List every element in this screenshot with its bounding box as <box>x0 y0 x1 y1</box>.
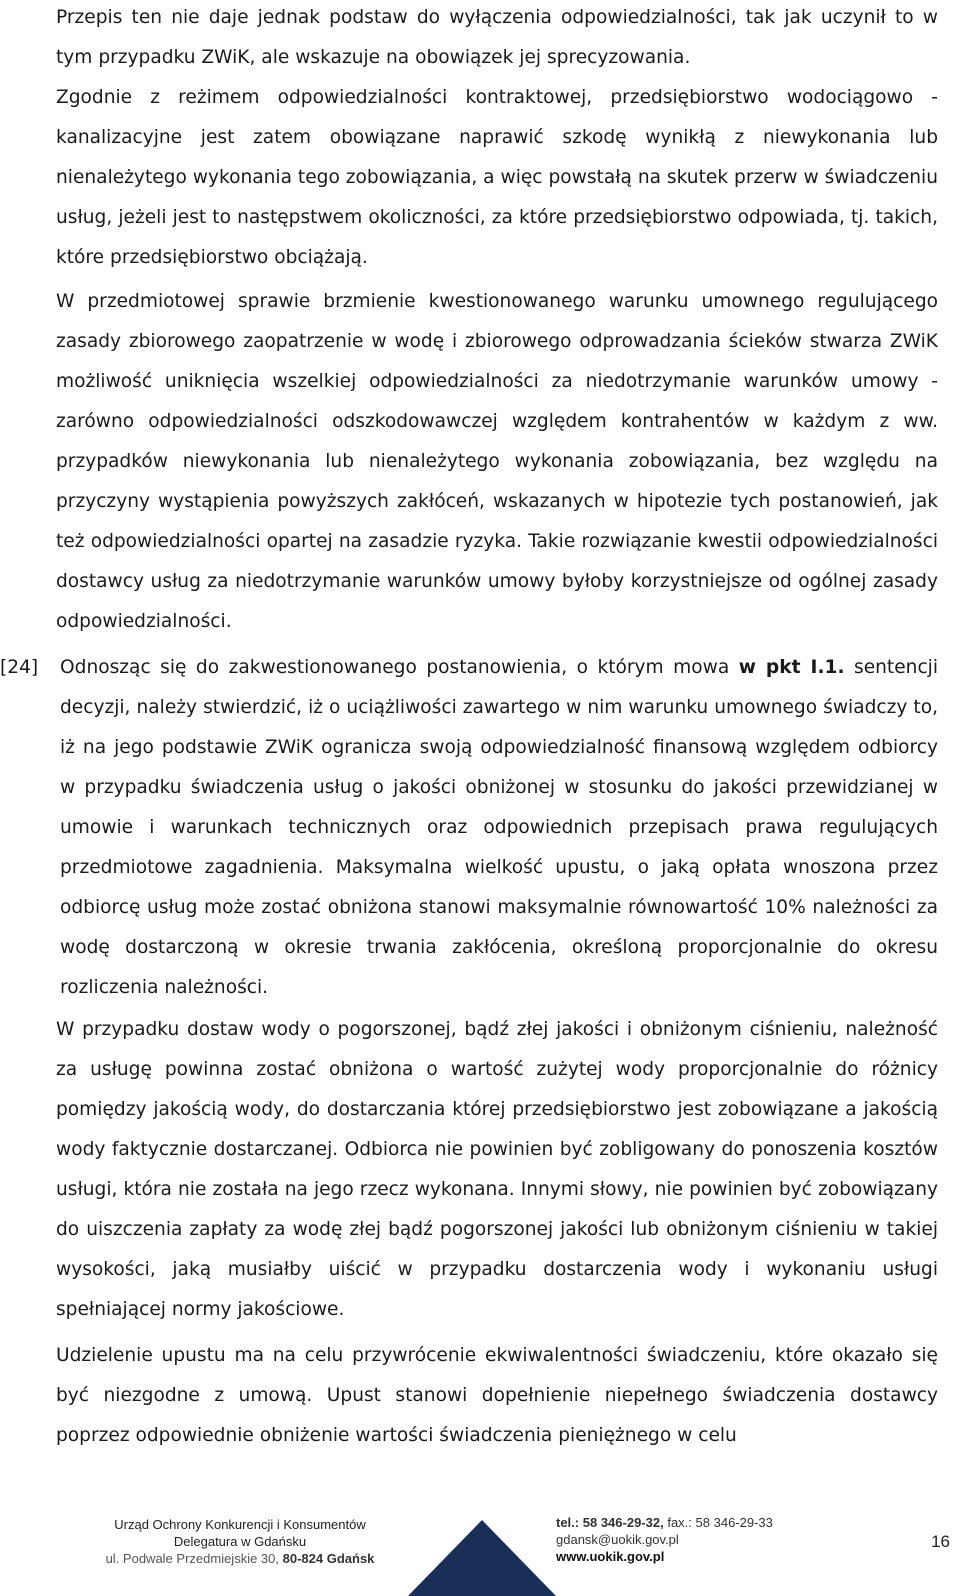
paragraph-number: [24] <box>0 657 39 678</box>
footer-phone-line <box>556 1514 816 1531</box>
paragraph-case-assessment <box>56 282 938 642</box>
footer-fax-label: fax.: <box>667 1515 692 1530</box>
footer-office-name: Urząd Ochrony Konkurencji i Konsumentów <box>114 1517 366 1532</box>
footer-website[interactable]: www.uokik.gov.pl <box>556 1549 665 1564</box>
paragraph-intro <box>56 0 938 78</box>
footer-email[interactable]: gdansk@uokik.gov.pl <box>556 1532 679 1547</box>
paragraph-24 <box>0 648 938 1008</box>
paragraph-24-bold-reference: w pkt I.1. <box>738 657 845 678</box>
paragraph-discount-purpose <box>56 1336 938 1456</box>
footer-fax-value: 58 346-29-33 <box>695 1515 773 1530</box>
footer-office-branch: Delegatura w Gdańsku <box>173 1534 307 1549</box>
footer-contact-block <box>556 1514 816 1565</box>
paragraph-water-quality <box>56 1010 938 1330</box>
footer-tel-label: tel.: <box>556 1515 580 1530</box>
footer-office-block <box>90 1516 390 1567</box>
paragraph-24-text-end: sentencji decyzji, należy stwierdzić, iż o uciążliwości zawartego w nim warunku umownego świadczy to, iż na jego podstawie ZWiK ogranicza swoją odpowiedzialność finansową względem odbiorcy w przypadku świadczenia usług o jakości obniżonej w stosunku do jakości przewidzianej w umowie i warunkach technicznych oraz odpowiednich przepisach prawa regulujących przedmiotowe zagadnienia. Maksymalna wielkość upustu, o jaką opłata wnoszona przez odbiorcę usług może zostać obniżona stanowi maksymalnie równowartość 10% należności za wodę dostarczoną w okresie trwania zakłócenia, określoną proporcjonalnie do okresu rozliczenia należności. <box>60 657 938 998</box>
paragraph-water-quality-text: W przypadku dostaw wody o pogorszonej, bądź złej jakości i obniżonym ciśnieniu, należność za usługę powinna zostać obniżona o wartość zużytej wody proporcjonalnie do różnicy pomiędzy jakością wody, do dostarczania której przedsiębiorstwo jest zobowiązane a jakością wody faktycznie dostarczanej. Odbiorca nie powinien być zobligowany do ponoszenia kosztów usługi, która nie została na jego rzecz wykonana. Innymi słowy, nie powinien być zobowiązany do uiszczenia zapłaty za wodę złej bądź pogorszonej jakości lub obniżonym ciśnieniu w takiej wysokości, jaką musiałby uiścić w przypadku dostarczenia wody i wykonaniu usługi spełniającej normy jakościowe. <box>56 1019 938 1320</box>
paragraph-24-text-start: Odnosząc się do zakwestionowanego postanowienia, o którym mowa <box>60 657 739 678</box>
footer-address-city: 80-824 Gdańsk <box>282 1551 375 1566</box>
footer-tel-value: 58 346-29-32, <box>582 1515 664 1530</box>
paragraph-case-assessment-text: W przedmiotowej sprawie brzmienie kwestionowanego warunku umownego regulującego zasady zbiorowego zaopatrzenie w wodę i zbiorowego odprowadzania ścieków stwarza ZWiK możliwość uniknięcia wszelkiej odpowiedzialności za niedotrzymanie warunków umowy - zarówno odpowiedzialności odszkodowawczej względem kontrahentów w każdym z ww. przypadków niewykonania lub nienależytego wykonania zobowiązania, bez względu na przyczyny wystąpienia powyższych zakłóceń, wskazanych w hipotezie tych postanowień, jak też odpowiedzialności opartej na zasadzie ryzyka. Takie rozwiązanie kwestii odpowiedzialności dostawcy usług za niedotrzymanie warunków umowy byłoby korzystniejsze od ogólnej zasady odpowiedzialności. <box>56 291 938 632</box>
footer-address-street: ul. Podwale Przedmiejskie 30, <box>105 1551 279 1566</box>
page-number: 16 <box>931 1532 950 1551</box>
paragraph-contractual-liability-text: Zgodnie z reżimem odpowiedzialności kontraktowej, przedsiębiorstwo wodociągowo - kanalizacyjne jest zatem obowiązane naprawić szkodę wynikłą z niewykonania lub nienależytego wykonania tego zobowiązania, a więc powstałą na skutek przerw w świadczeniu usług, jeżeli jest to następstwem okoliczności, za które przedsiębiorstwo odpowiada, tj. takich, które przedsiębiorstwo obciążają. <box>56 87 938 268</box>
uokik-logo-triangle-icon <box>408 1520 556 1596</box>
paragraph-intro-text: Przepis ten nie daje jednak podstaw do wyłączenia odpowiedzialności, tak jak uczynił to w tym przypadku ZWiK, ale wskazuje na obowiązek jej sprecyzowania. <box>56 7 938 68</box>
page-footer <box>0 1506 960 1596</box>
paragraph-contractual-liability <box>56 78 938 278</box>
paragraph-discount-purpose-text: Udzielenie upustu ma na celu przywrócenie ekwiwalentności świadczeniu, które okazało się być niezgodne z umową. Upust stanowi dopełnienie niepełnego świadczenia dostawcy poprzez odpowiednie obniżenie wartości świadczenia pieniężnego w celu <box>56 1345 938 1446</box>
footer-address <box>90 1550 390 1567</box>
